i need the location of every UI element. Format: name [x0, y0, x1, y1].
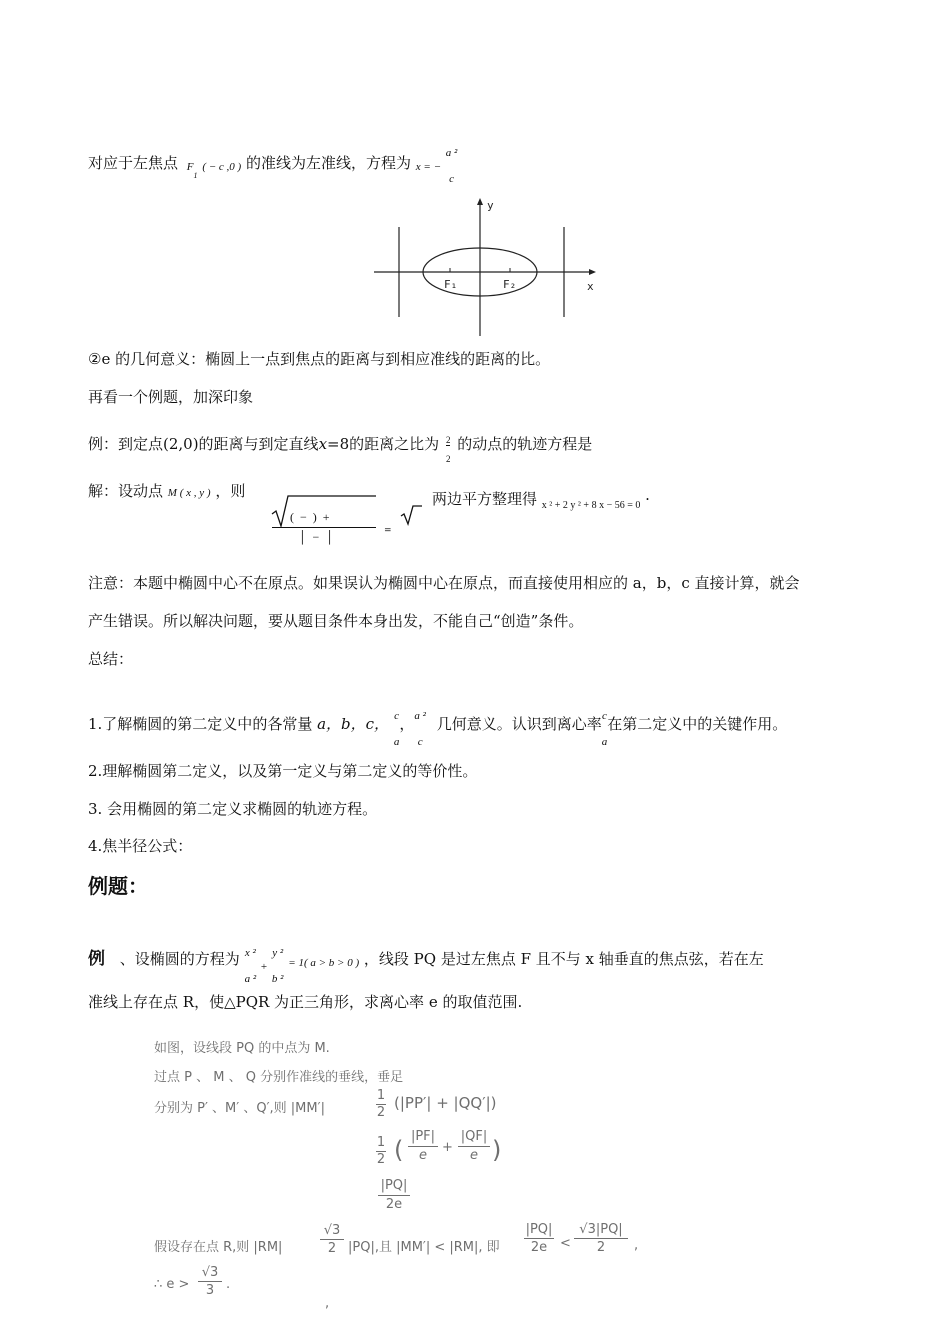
ratio-fraction	[446, 436, 451, 466]
denominator: 2	[574, 1238, 628, 1256]
focus-subscript: 1	[193, 171, 198, 180]
ellipse-condition: = 1( a > b > 0 )	[288, 957, 360, 969]
end-mark: ·	[645, 490, 650, 508]
distance-ratio-formula	[270, 494, 430, 554]
example-line	[88, 430, 593, 464]
example-label: 例	[88, 949, 105, 969]
solution-line-3: 分别为 P′ 、M′ 、Q′,则 |MM′|	[154, 1101, 325, 1116]
examples-heading: 例题：	[88, 874, 148, 898]
projection-sum: (|PP′| + |QQ′|)	[394, 1094, 497, 1112]
eccentricity-fraction	[602, 709, 608, 749]
fraction-numerator: c	[394, 710, 400, 722]
text: 两边平方整理得	[432, 490, 538, 508]
denominator: e	[408, 1146, 438, 1165]
trajectory-equation: x ² + 2 y ² + 8 x − 56 = 0	[541, 500, 641, 511]
text: 的准线为左准线，方程为	[245, 154, 411, 172]
text: 、设椭圆的方程为	[119, 950, 240, 968]
denominator: 2e	[524, 1238, 554, 1256]
solution-line	[88, 480, 245, 501]
text: 1.了解椭圆的第二定义中的各常量	[88, 715, 313, 733]
fraction-bar	[272, 527, 376, 528]
text: 例：到定点(2,0)的距离与到定直线	[88, 435, 319, 453]
sqrt-sign-right	[400, 504, 424, 526]
constants: a，b，c，	[317, 715, 390, 733]
solution-line-1: 如图，设线段 PQ 的中点为 M.	[154, 1041, 330, 1056]
qf-over-e	[458, 1128, 490, 1165]
summary-item-3: 3. 会用椭圆的第二定义求椭圆的轨迹方程。	[88, 800, 378, 818]
plus-sign: +	[442, 1140, 453, 1155]
half-fraction-2	[376, 1135, 386, 1168]
numerator: 1	[376, 1135, 386, 1150]
close-paren: )	[492, 1136, 502, 1164]
sqrt3pq-over-2	[574, 1221, 628, 1256]
denominator: 2	[376, 1105, 386, 1120]
solution-conclusion: ∴ e >	[154, 1277, 190, 1292]
numerator: |PF|	[410, 1129, 436, 1144]
half-fraction-1	[376, 1088, 386, 1121]
directrix-paragraph	[88, 144, 457, 184]
text: 对应于左焦点	[88, 154, 179, 172]
note-line-2: 产生错误。所以解决问题，要从题目条件本身出发，不能自己“创造”条件。	[88, 612, 584, 630]
less-than: <	[560, 1236, 571, 1251]
pq-over-2e-inline	[524, 1221, 554, 1256]
fraction-numerator: a ²	[445, 147, 458, 159]
numerator: √3|PQ|	[579, 1222, 623, 1237]
example-problem-line-2: 准线上存在点 R，使△PQR 为正三角形，求离心率 e 的取值范围.	[88, 993, 523, 1011]
summary-item-2: 2.理解椭圆第二定义，以及第一定义与第二定义的等价性。	[88, 762, 478, 780]
text: 的动点的轨迹方程是	[457, 435, 593, 453]
x-axis-arrow	[589, 269, 596, 275]
note-line-1: 注意：本题中椭圆中心不在原点。如果误认为椭圆中心在原点，而直接使用相应的 a，b，c 直接计算，就会	[88, 574, 800, 592]
focus-symbol: F	[186, 161, 194, 173]
denominator: 2	[320, 1239, 344, 1257]
text: 几何意义。认识到离心率	[436, 715, 602, 733]
fraction-numerator: c	[602, 710, 607, 722]
summary-item-1	[88, 705, 788, 748]
numerator: 1	[376, 1088, 386, 1103]
text: ，线段 PQ 是过左焦点 F 且不与 x 轴垂直的焦点弦，若在左	[363, 950, 764, 968]
fraction-a2-over-c	[414, 709, 426, 749]
y-axis-label: y	[487, 199, 494, 212]
fraction-numerator: x ²	[244, 947, 256, 959]
f2-label: F₂	[503, 278, 517, 291]
f1-label: F₁	[444, 278, 458, 291]
intro-line: 再看一个例题，加深印象	[88, 388, 254, 406]
text: ，则	[215, 482, 246, 500]
solution-line-4b: |PQ|,且 |MM′| < |RM|, 即	[348, 1240, 500, 1255]
equals-sign: =	[384, 526, 392, 536]
fraction-denominator: a	[601, 736, 608, 748]
equation-lhs: x = −	[415, 161, 442, 173]
text: 在第二定义中的关键作用。	[607, 715, 788, 733]
geometric-meaning-line: ②e 的几何意义：椭圆上一点到焦点的距离与到相应准线的距离的比。	[88, 350, 551, 368]
fraction-numerator: 2	[445, 435, 451, 445]
summary-item-4: 4.焦半径公式：	[88, 837, 193, 855]
focal-ratio-sum: (	[394, 1136, 404, 1164]
x2-over-a2	[245, 946, 257, 986]
fraction-denominator: a	[393, 736, 400, 748]
stray-comma: ,	[325, 1296, 330, 1311]
solution-line-2: 过点 P 、 M 、 Q 分别作准线的垂线，垂足	[154, 1070, 404, 1085]
comma: ，	[399, 715, 415, 733]
sqrt3-over-3	[198, 1264, 222, 1299]
denominator: e	[458, 1146, 490, 1165]
y-axis-arrow	[477, 198, 483, 205]
numerator: √3	[201, 1265, 219, 1280]
trailing-comma: ,	[634, 1238, 639, 1253]
ellipse-figure	[370, 195, 600, 340]
sqrt3-over-2	[320, 1222, 344, 1257]
plus-sign: +	[260, 961, 268, 973]
denominator: 3	[198, 1281, 222, 1299]
y2-over-b2	[272, 946, 284, 986]
fraction-denominator: 2	[446, 445, 451, 466]
fraction-numerator: a ²	[414, 710, 426, 722]
denominator-abs: │ − │	[298, 530, 334, 544]
fraction-c-over-a	[394, 709, 400, 749]
fraction	[446, 146, 458, 186]
fraction-denominator: a ²	[244, 973, 257, 985]
fraction-denominator: c	[449, 173, 455, 185]
pf-over-e	[408, 1128, 438, 1165]
squared-result	[432, 488, 650, 509]
fraction-denominator: c	[417, 736, 423, 748]
denominator: 2	[376, 1152, 386, 1167]
numerator: |QF|	[460, 1129, 488, 1144]
radical	[401, 506, 422, 524]
pq-over-2e	[378, 1177, 410, 1214]
numerator: |PQ|	[525, 1222, 553, 1237]
fraction-denominator: b ²	[271, 973, 284, 985]
focus-coordinate: ( − c ,0 )	[202, 161, 242, 173]
radicand: ( − ) +	[290, 510, 330, 524]
denominator: 2e	[378, 1195, 410, 1214]
text: =8的距离之比为	[327, 435, 440, 453]
solution-line-4: 假设存在点 R,则 |RM|	[154, 1240, 283, 1255]
numerator: √3	[323, 1223, 341, 1238]
fraction-numerator: y ²	[272, 947, 284, 959]
variable-x: x	[318, 435, 328, 453]
x-axis-label: x	[587, 280, 594, 293]
text: 解：设动点	[88, 482, 164, 500]
moving-point: M ( x , y )	[167, 487, 211, 499]
numerator: |PQ|	[380, 1178, 408, 1193]
example-problem-line-1	[88, 940, 764, 985]
period: .	[226, 1277, 231, 1292]
summary-label: 总结：	[88, 650, 134, 668]
